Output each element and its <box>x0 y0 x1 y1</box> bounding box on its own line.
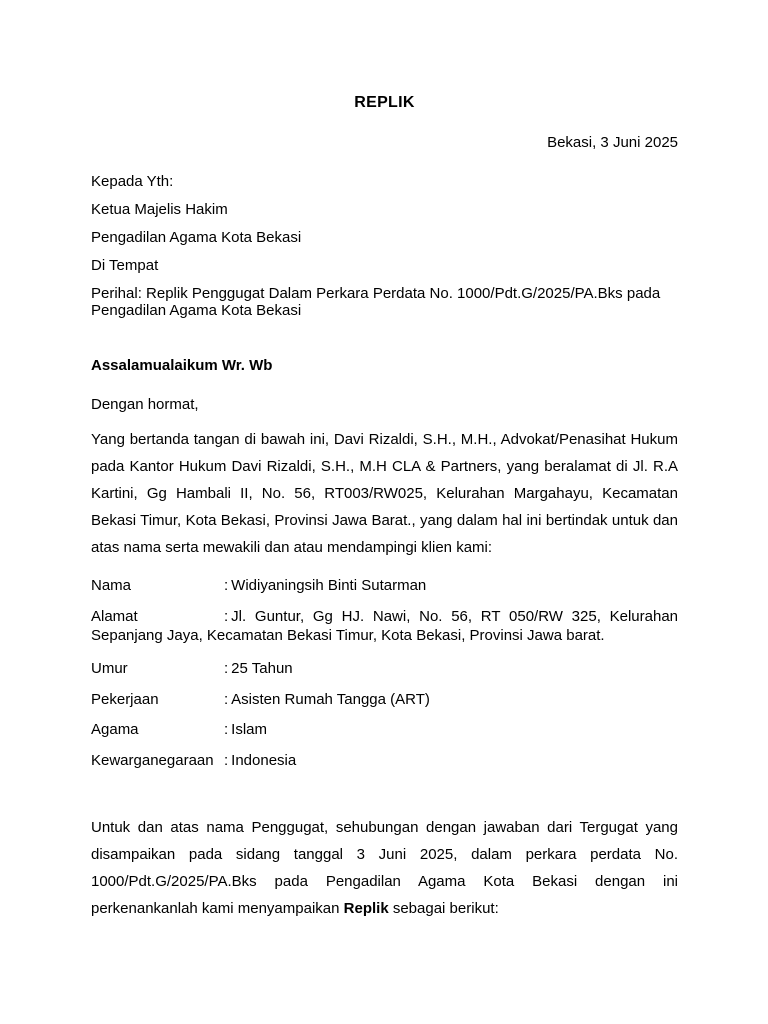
field-label: Pekerjaan <box>91 691 159 708</box>
field-value: : Indonesia <box>224 752 297 769</box>
recipient-line-place: Di Tempat <box>91 257 159 274</box>
closing-text-end: sebagai berikut: <box>388 900 499 917</box>
replik-emphasis: Replik <box>343 900 389 917</box>
document-date: Bekasi, 3 Juni 2025 <box>547 134 678 151</box>
field-label: Umur <box>91 660 128 677</box>
client-field-kewarganegaraan <box>91 751 678 770</box>
field-label: Agama <box>91 721 139 738</box>
opening-salutation: Dengan hormat, <box>91 396 199 413</box>
field-label: Alamat <box>91 608 138 625</box>
field-label: Kewarganegaraan <box>91 752 214 769</box>
recipient-line-judge: Ketua Majelis Hakim <box>91 201 228 218</box>
closing-paragraph <box>91 814 678 922</box>
client-field-alamat <box>91 607 678 645</box>
field-value: : Islam <box>224 721 268 738</box>
field-label: Nama <box>91 577 132 594</box>
client-field-umur <box>91 659 678 678</box>
recipient-salutation: Kepada Yth: <box>91 173 174 190</box>
client-field-nama <box>91 576 678 595</box>
client-field-pekerjaan <box>91 690 678 709</box>
field-value: : Asisten Rumah Tangga (ART) <box>224 691 430 708</box>
intro-paragraph: Yang bertanda tangan di bawah ini, Davi Rizaldi, S.H., M.H., Advokat/Penasihat Hukum pada Kantor Hukum Davi Rizaldi, S.H., M.H CLA & Partners, yang beralamat di Jl. R.A Kartini, Gg Hambali II, No. 56, RT003/RW025, Kelurahan Margahayu, Kecamatan Bekasi Timur, Kota Bekasi, Provinsi Jawa Barat., yang dalam hal ini bertindak untuk dan atas nama serta mewakili dan atau mendampingi klien kami: <box>91 431 678 556</box>
field-value: : Jl. Guntur, Gg HJ. Nawi, No. 56, RT 050/RW 325, Kelurahan Sepanjang Jaya, Kecamatan Bekasi Timur, Kota Bekasi, Provinsi Jawa barat. <box>91 608 678 644</box>
closing-text: Untuk dan atas nama Penggugat, sehubungan dengan jawaban dari Tergugat yang disampaikan pada sidang tanggal 3 Juni 2025, dalam perkara perdata No. 1000/Pdt.G/2025/PA.Bks pada Pengadilan Agama Kota Bekasi dengan ini perkenankanlah kami menyampaikan <box>91 819 678 917</box>
field-value: : Widiyaningsih Binti Sutarman <box>224 577 427 594</box>
recipient-line-court: Pengadilan Agama Kota Bekasi <box>91 229 302 246</box>
client-field-agama <box>91 720 678 739</box>
subject-perihal: Perihal: Replik Penggugat Dalam Perkara Perdata No. 1000/Pdt.G/2025/PA.Bks pada Pengadilan Agama Kota Bekasi <box>91 285 661 319</box>
field-value: : 25 Tahun <box>224 660 293 677</box>
greeting: Assalamualaikum Wr. Wb <box>91 357 273 374</box>
document-title: REPLIK <box>354 94 415 111</box>
